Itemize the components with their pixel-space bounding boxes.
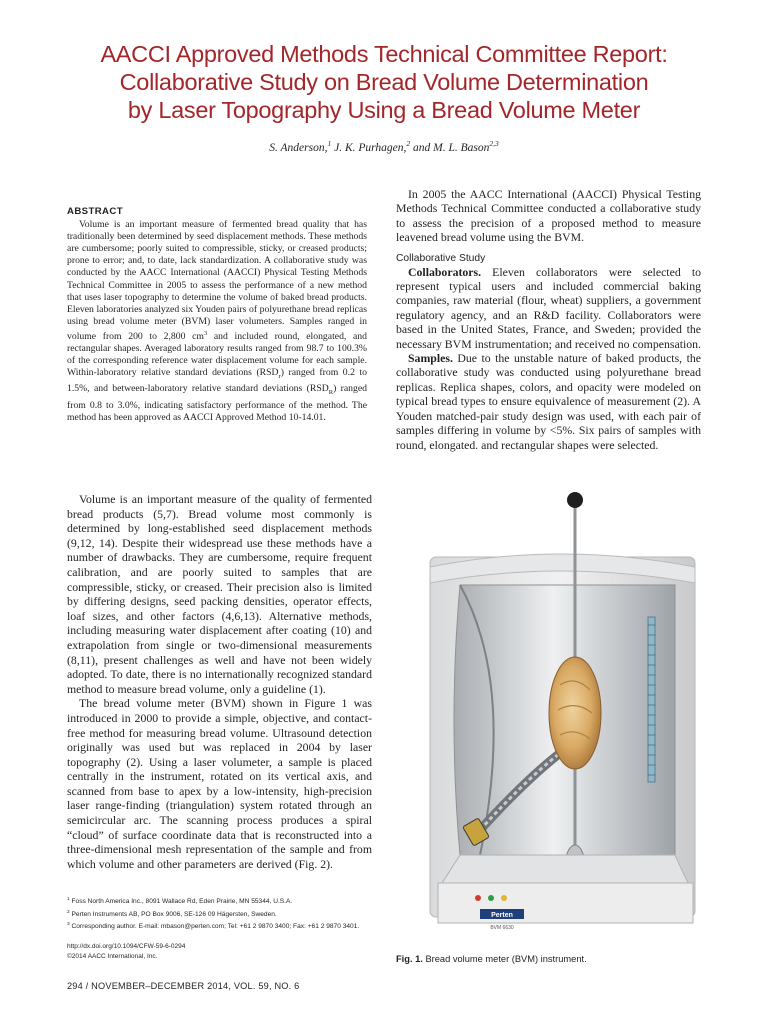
footnote-1-text: Foss North America Inc., 8091 Wallace Rd, Eden Prairie, MN 55344, U.S.A. bbox=[69, 898, 293, 906]
base-panel bbox=[438, 883, 693, 923]
model-label-text: BVM 6630 bbox=[490, 925, 514, 931]
samples-runin: Samples. bbox=[408, 351, 453, 366]
samples-paragraph bbox=[396, 351, 701, 452]
figure-caption-text: Bread volume meter (BVM) instrument. bbox=[422, 954, 587, 964]
footnote-1 bbox=[67, 895, 387, 908]
abstract-text-part-1: Volume is an important measure of fermented bread quality that has traditionally been determined by seed displacement methods. These methods are cumbersome; poorly suited to compressible, sticky, or creased products; prone to error; and, to date, lack standardization. A collaborative study was conducted by the AACC International (AACCI) Physical Testing Methods Technical Committee in 2005 to assess the performance of a new method that uses laser topography to determine the volume of baked bread products. Eleven laboratories analyzed six Youden pairs of polyurethane bread replicas using bread volume meter (BVM) laser volumeters. Samples ranged in volume from 200 to 2,800 cm bbox=[67, 219, 367, 343]
right-paragraph-1: In 2005 the AACC International (AACCI) Physical Testing Methods Technical Committee conducted a collaborative study to assess the precision of a proposed method to measure leavened bread volume using the BVM. bbox=[396, 187, 701, 245]
title-line-3: by Laser Topography Using a Bread Volume Meter bbox=[127, 97, 641, 123]
abstract-rsd-R-sub: R bbox=[328, 389, 334, 397]
indicator-light-green bbox=[488, 895, 494, 901]
footnote-1-marker: 1 bbox=[67, 897, 70, 902]
bvm-instrument-illustration bbox=[420, 485, 710, 945]
author-3-affil: 2,3 bbox=[489, 139, 499, 148]
author-line bbox=[40, 137, 728, 155]
copyright-notice: ©2014 AACC International, Inc. bbox=[67, 953, 158, 960]
spindle-knob bbox=[567, 492, 583, 508]
page-footer-running-head: 294 / NOVEMBER–DECEMBER 2014, VOL. 59, NO. 6 bbox=[67, 981, 300, 991]
footnote-3-marker: 3 bbox=[67, 922, 70, 928]
intro-paragraph-1: Volume is an important measure of the quality of fermented bread products (5,7). Bread volume most commonly is determined by long-established seed displacement methods (9,12, 14). Despite their widespread use these methods have a number of drawbacks. They are cumbersome, require frequent calibration, and are poorly suited to samples that are compressible, sticky, or creased. Their precision also is limited by differing designs, seed packing densities, operator effects, loaf sizes, and other factors (4,6,13). Alternative methods, including measuring water displacement after coating (10) and extrapolation from single or two-dimensional measurements (8,11), present challenges as well and have not been widely adopted. To date, there is no internationally recognized standard method to measure bread volume, only a guideline (1). bbox=[67, 492, 372, 696]
title-line-1: AACCI Approved Methods Technical Committee Report: bbox=[100, 41, 668, 67]
collaborators-text: Eleven collaborators were selected to represent typical users and included commercial baking companies, raw material (flour, wheat) suppliers, a government regulatory agency, and an R&D facility. Collaborators were based in the United States, France, and Sweden; provided the necessary BVM instrumentation; and received no compensation. bbox=[396, 264, 701, 351]
right-column-body bbox=[396, 187, 701, 452]
figure-1-bvm-instrument bbox=[420, 485, 710, 945]
bread-sample bbox=[549, 657, 601, 769]
indicator-light-yellow bbox=[501, 895, 507, 901]
abstract-rsd-r-sub: r bbox=[278, 373, 281, 381]
footnote-3-text: Corresponding author. E-mail: mbason@perten.com; Tel: +61 2 9870 3400; Fax: +61 2 9870 3401. bbox=[69, 923, 360, 931]
abstract bbox=[67, 206, 367, 424]
collaborators-runin: Collaborators. bbox=[408, 264, 482, 279]
doi-link[interactable]: http://dx.doi.org/10.1094/CFW-59-6-0294 bbox=[67, 943, 186, 950]
author-1-affil: 1 bbox=[327, 139, 332, 148]
footnote-2-marker: 2 bbox=[67, 909, 70, 915]
abstract-heading: ABSTRACT bbox=[67, 206, 123, 217]
footnote-2 bbox=[67, 908, 387, 921]
author-2-affil: 2 bbox=[406, 139, 411, 148]
footnote-3 bbox=[67, 920, 387, 933]
article-title bbox=[40, 40, 728, 124]
left-column-body bbox=[67, 492, 372, 871]
intro-paragraph-2: The bread volume meter (BVM) shown in Figure 1 was introduced in 2000 to provide a simple, objective, and contact-free method for measuring bread volume. Ultrasound detection originally was used but was replaced in 2004 by laser topography (2). Using a laser volumeter, a sample is placed centrally in the instrument, rotated on its vertical axis, and scanned from base to apex by a low-intensity, high-precision laser range-finding (triangulation) system rotated through an semicircular arc. The scanning process produces a spiral “cloud” of surface coordinate data that is reconstructed into a three-dimensional mesh representation of the sample and from which volume and other parameters are derived (Fig. 2). bbox=[67, 696, 372, 871]
section-heading-collaborative-study: Collaborative Study bbox=[396, 252, 486, 264]
author-3: and M. L. Bason bbox=[410, 141, 490, 154]
author-1: S. Anderson, bbox=[269, 141, 328, 154]
abstract-text bbox=[67, 219, 367, 424]
abstract-text-part-2: and included round, elongated, and rectangular shapes. Averaged laboratory results ranged from 98.7 to 100.3% of the corresponding reference water displacement volume for each sample. Within-laboratory relative standard deviations (RSD bbox=[67, 331, 367, 379]
indicator-light-red bbox=[475, 895, 481, 901]
abstract-cubic-sup: 3 bbox=[203, 329, 208, 337]
figure-1-caption bbox=[396, 954, 716, 964]
footnote-2-text: Perten Instruments AB, PO Box 9006, SE-126 09 Hägersten, Sweden. bbox=[69, 910, 277, 918]
figure-caption-label: Fig. 1. bbox=[396, 954, 423, 964]
title-line-2: Collaborative Study on Bread Volume Determination bbox=[119, 69, 649, 95]
brand-label-text: Perten bbox=[491, 912, 513, 919]
abstract-text-part-4: ) ranged from 0.8 to 3.0%, indicating satisfactory performance of the method. The method has been approved as AACCI Approved Method 10-14.01. bbox=[67, 383, 367, 423]
abstract-text-part-3: ) ranged from 0.2 to 1.5%, and between-laboratory relative standard deviations (RSD bbox=[67, 367, 368, 395]
measurement-scale bbox=[648, 617, 655, 782]
affiliation-footnotes bbox=[67, 895, 387, 933]
collaborators-paragraph bbox=[396, 265, 701, 351]
chamber-floor bbox=[442, 855, 688, 883]
samples-text: Due to the unstable nature of baked products, the collaborative study was conducted using polyurethane bread replicas. Replica shapes, colors, and opacity were modeled on typical bread types to ensure equivalence of measurement (2). A Youden matched-pair study design was used, with each pair of samples differing in volume by <5%. Six pairs of samples with round, elongated. and rectangular shapes were selected. bbox=[396, 351, 701, 452]
doi-copyright-block bbox=[67, 942, 387, 962]
author-2: J. K. Purhagen, bbox=[331, 141, 407, 154]
